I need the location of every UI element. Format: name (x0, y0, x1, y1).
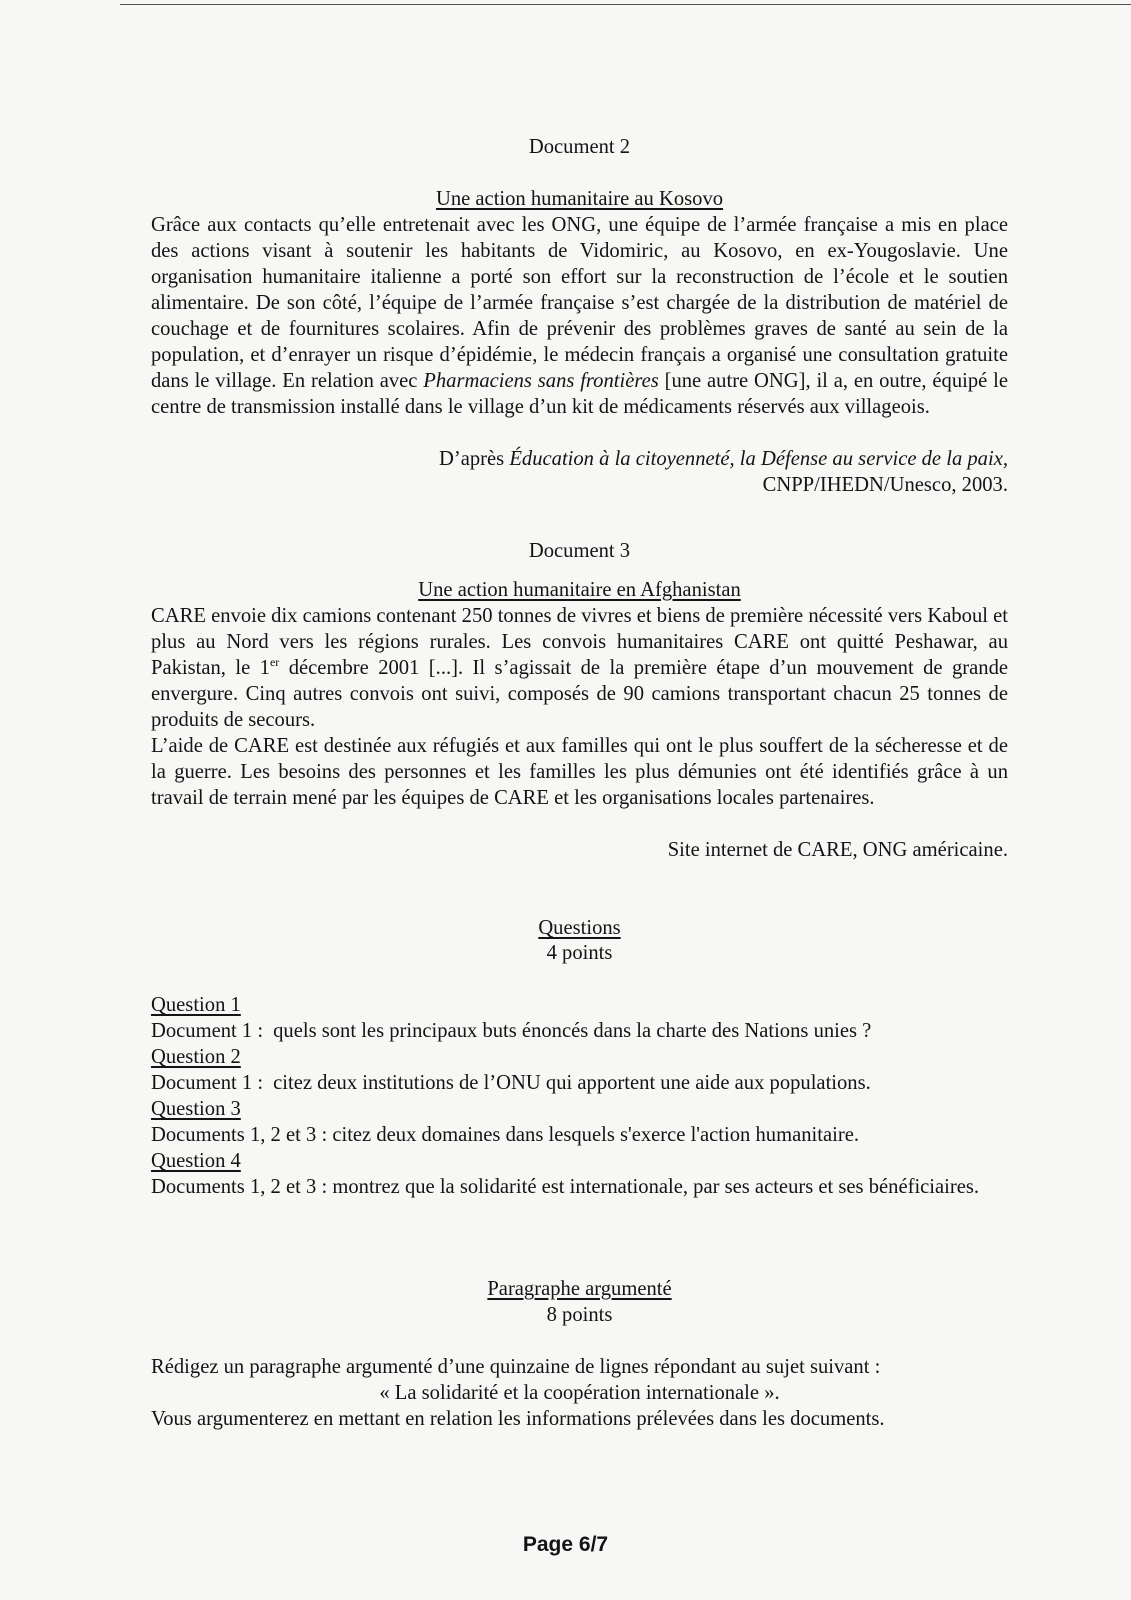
paragraph-points: 8 points (546, 1304, 613, 1326)
questions-list (151, 992, 1008, 1200)
document-2-heading: Document 2 (528, 136, 631, 158)
top-border-line (120, 4, 1131, 5)
paragraph-instruction-2: Vous argumenterez en mettant en relation les informations prélevées dans les documents. (151, 1408, 885, 1430)
paragraph-title: Paragraphe argumenté (487, 1278, 672, 1300)
question-label: Question 3 (151, 1098, 241, 1120)
list-item: Document 1 : citez deux institutions de l’ONU qui apportent une aide aux populations. (151, 1072, 871, 1094)
questions-title: Questions (538, 917, 621, 939)
questions-points: 4 points (546, 942, 613, 964)
list-item: Documents 1, 2 et 3 : montrez que la solidarité est internationale, par ses acteurs et ses bénéficiaires. (151, 1176, 980, 1198)
list-item (151, 1148, 1008, 1174)
list-item: Documents 1, 2 et 3 : citez deux domaines dans lesquels s'exerce l'action humanitaire. (151, 1124, 859, 1146)
list-item (151, 1096, 1008, 1122)
document-3-title: Une action humanitaire en Afghanistan (418, 579, 741, 601)
question-label: Question 4 (151, 1150, 241, 1172)
document-2-title: Une action humanitaire au Kosovo (435, 188, 724, 210)
document-3-source: Site internet de CARE, ONG américaine. (667, 839, 1008, 861)
question-label: Question 1 (151, 994, 241, 1016)
list-item (151, 1044, 1008, 1070)
document-2-source: D’après Éducation à la citoyenneté, la Défense au service de la paix, CNPP/IHEDN/Unesco, 2003. (438, 448, 1008, 496)
paragraph-instruction: Rédigez un paragraphe argumenté d’une quinzaine de lignes répondant au sujet suivant : (151, 1356, 881, 1378)
document-3-text: CARE envoie dix camions contenant 250 tonnes de vivres et biens de première nécessité vers Kaboul et plus au Nord vers les régions rurales. Les convois humanitaires CARE ont quitté Peshawar, au Pakistan, le 1er décembre 2001 [...]. Il s’agissait de la première étape d’un mouvement de grande envergure. Cinq autres convois ont suivi, composés de 90 camions transportant chacun 25 tonnes de produits de secours. (151, 605, 1009, 731)
document-2-text: Grâce aux contacts qu’elle entretenait avec les ONG, une équipe de l’armée française a mis en place des actions visant à soutenir les habitants de Vidomiric, au Kosovo, en ex-Yougoslavie. Une organisation humanitaire italienne a porté son effort sur la reconstruction de l’école et le soutien alimentaire. De son côté, l’équipe de l’armée française s’est chargée de la distribution de matériel de couchage et de fournitures scolaires. Afin de prévenir des problèmes graves de santé au sein de la population, et d’enrayer un risque d’épidémie, le médecin français a organisé une consultation gratuite dans le village. En relation avec Pharmaciens sans frontières [une autre ONG], il a, en outre, équipé le centre de transmission installé dans le village d’un kit de médicaments réservés aux villageois. (151, 214, 1008, 418)
paragraph-subject: « La solidarité et la coopération internationale ». (379, 1382, 780, 1404)
list-item (151, 992, 1008, 1018)
question-label: Question 2 (151, 1046, 241, 1068)
document-3-heading: Document 3 (528, 540, 631, 562)
list-item: Document 1 : quels sont les principaux buts énoncés dans la charte des Nations unies ? (151, 1020, 872, 1042)
page-number: Page 6/7 (522, 1533, 609, 1556)
document-3-paragraph-2: L’aide de CARE est destinée aux réfugiés et aux familles qui ont le plus souffert de la sécheresse et de la guerre. Les besoins des personnes et les familles les plus démunies ont été identifiés grâce à un travail de terrain mené par les équipes de CARE et les organisations locales partenaires. (151, 735, 1008, 809)
